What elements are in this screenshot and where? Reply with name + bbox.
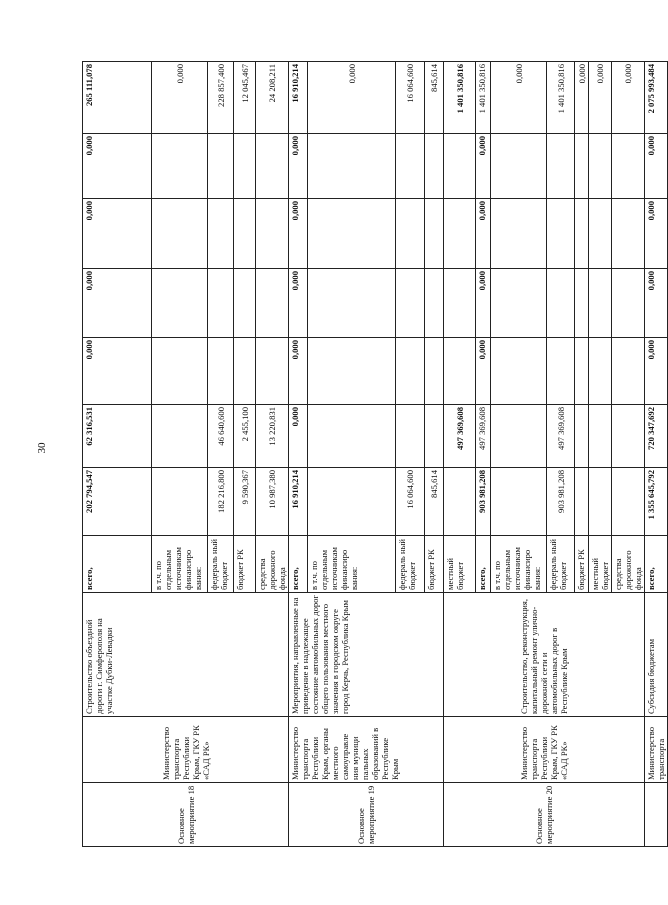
cell-value: 16 910,214	[289, 468, 308, 536]
empty-cell	[575, 338, 589, 405]
empty-cell	[396, 269, 425, 338]
cell-total: 0,000	[152, 62, 208, 134]
cell-value: 845,614	[425, 468, 444, 536]
cell-value: 0,000	[645, 199, 668, 269]
cell-value: 62 316,531	[83, 405, 152, 468]
cell-total: 0,000	[491, 62, 547, 134]
empty-cell	[491, 199, 547, 269]
cell-total: 1 401 350,816	[444, 62, 476, 134]
empty-cell	[425, 338, 444, 405]
cell-value: 13 220,831	[256, 405, 289, 468]
cell-total: 24 208,211	[256, 62, 289, 134]
cell-value: 0,000	[476, 134, 491, 199]
empty-cell	[256, 134, 289, 199]
cell-value: 182 216,800	[208, 468, 234, 536]
cell-value: 0,000	[289, 338, 308, 405]
cell-executor: Министерство транспорта Республики Крым, ГКУ РК «САД РК»	[444, 717, 645, 783]
empty-cell	[234, 199, 256, 269]
empty-cell	[612, 405, 645, 468]
cell-source: в т.ч. по отдельным источникам финансиро вания:	[491, 536, 547, 593]
empty-cell	[234, 134, 256, 199]
empty-cell	[575, 405, 589, 468]
empty-cell	[152, 405, 208, 468]
cell-activity-title: Основное мероприятие 19	[289, 783, 444, 847]
empty-cell	[308, 269, 396, 338]
empty-cell	[152, 338, 208, 405]
table-row	[444, 62, 476, 847]
cell-source: всего,	[83, 536, 152, 593]
cell-value: 0,000	[476, 269, 491, 338]
empty-cell	[308, 468, 396, 536]
cell-value: 9 590,367	[234, 468, 256, 536]
cell-value: 0,000	[83, 338, 152, 405]
cell-value: 903 981,208	[476, 468, 491, 536]
cell-total: 12 045,467	[234, 62, 256, 134]
cell-activity-title: Основное мероприятие 18	[83, 783, 289, 847]
cell-total: 16 910,214	[289, 62, 308, 134]
cell-total: 0,000	[612, 62, 645, 134]
empty-cell	[256, 338, 289, 405]
cell-value: 0,000	[476, 199, 491, 269]
empty-cell	[256, 269, 289, 338]
empty-cell	[444, 269, 476, 338]
cell-source: бюджет РК	[575, 536, 589, 593]
cell-source: средства дорожного фонда	[256, 536, 289, 593]
empty-cell	[208, 269, 234, 338]
table-row	[289, 62, 308, 847]
cell-value: 497 369,608	[476, 405, 491, 468]
cell-value: 497 369,608	[444, 405, 476, 468]
cell-source: всего,	[645, 536, 668, 593]
cell-source: бюджет РК	[234, 536, 256, 593]
cell-value: 0,000	[289, 134, 308, 199]
cell-total: 0,000	[308, 62, 396, 134]
cell-total: 1 401 350,816	[547, 62, 575, 134]
empty-cell	[396, 405, 425, 468]
empty-cell	[491, 468, 547, 536]
empty-cell	[612, 134, 645, 199]
cell-source: местный бюджет	[444, 536, 476, 593]
cell-description: Мероприятия, направленные на приведение в надлежащее состояние автомобильных дорог общего пользования местного значения в городском округе город Керчь, Республика Крым	[289, 593, 444, 717]
cell-value: 0,000	[645, 134, 668, 199]
cell-activity-title: Основное мероприятие 20	[444, 783, 645, 847]
empty-cell	[575, 199, 589, 269]
empty-cell	[612, 199, 645, 269]
cell-source: всего,	[476, 536, 491, 593]
rotated-table-frame	[82, 62, 666, 847]
cell-value: 0,000	[289, 405, 308, 468]
empty-cell	[425, 199, 444, 269]
empty-cell	[396, 199, 425, 269]
rotated-table-area	[82, 62, 666, 847]
cell-source: федераль ный бюджет	[208, 536, 234, 593]
empty-cell	[425, 405, 444, 468]
empty-cell	[152, 269, 208, 338]
empty-cell	[575, 269, 589, 338]
empty-cell	[491, 269, 547, 338]
cell-total: 228 857,400	[208, 62, 234, 134]
cell-total: 1 401 350,816	[476, 62, 491, 134]
empty-cell	[308, 199, 396, 269]
cell-value: 2 455,100	[234, 405, 256, 468]
empty-cell	[396, 338, 425, 405]
empty-cell	[234, 338, 256, 405]
empty-cell	[589, 468, 612, 536]
cell-value: 0,000	[83, 199, 152, 269]
empty-cell	[612, 269, 645, 338]
empty-cell	[208, 338, 234, 405]
empty-cell	[589, 338, 612, 405]
cell-total: 0,000	[575, 62, 589, 134]
cell-value: 0,000	[289, 199, 308, 269]
cell-value: 10 987,380	[256, 468, 289, 536]
empty-cell	[589, 134, 612, 199]
cell-source: бюджет РК	[425, 536, 444, 593]
empty-cell	[444, 338, 476, 405]
cell-value: 0,000	[645, 269, 668, 338]
budget-table	[82, 61, 668, 847]
empty-cell	[575, 134, 589, 199]
cell-total: 0,000	[589, 62, 612, 134]
empty-cell	[308, 405, 396, 468]
cell-value: 0,000	[645, 338, 668, 405]
empty-cell	[589, 405, 612, 468]
cell-description: Субсидия бюджетам	[645, 593, 668, 717]
cell-value: 0,000	[289, 269, 308, 338]
empty-cell	[234, 269, 256, 338]
empty-cell	[152, 199, 208, 269]
cell-total: 265 111,078	[83, 62, 152, 134]
cell-activity-title	[645, 783, 668, 847]
empty-cell	[547, 199, 575, 269]
cell-value: 497 369,608	[547, 405, 575, 468]
empty-cell	[425, 269, 444, 338]
cell-total: 2 075 993,484	[645, 62, 668, 134]
empty-cell	[547, 338, 575, 405]
cell-source: федераль ный бюджет	[547, 536, 575, 593]
cell-executor: Министерство транспорта Республики Крым, органы местного самоуправле ния муници пальных образований в Республике Крым	[289, 717, 444, 783]
empty-cell	[256, 199, 289, 269]
empty-cell	[589, 199, 612, 269]
cell-value: 0,000	[83, 269, 152, 338]
cell-source: в т.ч. по отдельным источникам финансиро вания:	[152, 536, 208, 593]
empty-cell	[208, 134, 234, 199]
cell-value: 720 347,692	[645, 405, 668, 468]
empty-cell	[589, 269, 612, 338]
cell-description: Строительство, реконструкция, капитальный ремонт улично-дорожной сети и автомобильных дорог в Республике Крым	[444, 593, 645, 717]
empty-cell	[612, 338, 645, 405]
cell-description: Строительство объездной дороги г. Симферополя на участке Дубки-Левадки	[83, 593, 289, 717]
cell-value: 0,000	[83, 134, 152, 199]
empty-cell	[547, 269, 575, 338]
empty-cell	[547, 134, 575, 199]
cell-value: 202 794,547	[83, 468, 152, 536]
cell-source: средства дорожного фонда	[612, 536, 645, 593]
empty-cell	[444, 468, 476, 536]
empty-cell	[152, 134, 208, 199]
empty-cell	[491, 338, 547, 405]
empty-cell	[491, 405, 547, 468]
cell-executor: Министерство транспорта Республики Крым, ГКУ РК «САД РК»	[83, 717, 289, 783]
cell-source: всего,	[289, 536, 308, 593]
empty-cell	[444, 134, 476, 199]
empty-cell	[444, 199, 476, 269]
empty-cell	[152, 468, 208, 536]
cell-source: в т.ч. по отдельным источникам финансиро вания:	[308, 536, 396, 593]
cell-value: 903 981,208	[547, 468, 575, 536]
cell-executor: Министерство транспорта	[645, 717, 668, 783]
cell-total: 16 064,600	[396, 62, 425, 134]
cell-value: 46 640,600	[208, 405, 234, 468]
empty-cell	[396, 134, 425, 199]
cell-value: 16 064,600	[396, 468, 425, 536]
empty-cell	[491, 134, 547, 199]
empty-cell	[208, 199, 234, 269]
cell-source: федераль ный бюджет	[396, 536, 425, 593]
cell-source: местный бюджет	[589, 536, 612, 593]
empty-cell	[612, 468, 645, 536]
cell-value: 0,000	[476, 338, 491, 405]
empty-cell	[575, 468, 589, 536]
table-row	[83, 62, 152, 847]
table-row	[645, 62, 668, 847]
cell-value: 1 355 645,792	[645, 468, 668, 536]
empty-cell	[308, 134, 396, 199]
empty-cell	[308, 338, 396, 405]
cell-total: 845,614	[425, 62, 444, 134]
empty-cell	[425, 134, 444, 199]
page-number: 30	[36, 442, 48, 454]
